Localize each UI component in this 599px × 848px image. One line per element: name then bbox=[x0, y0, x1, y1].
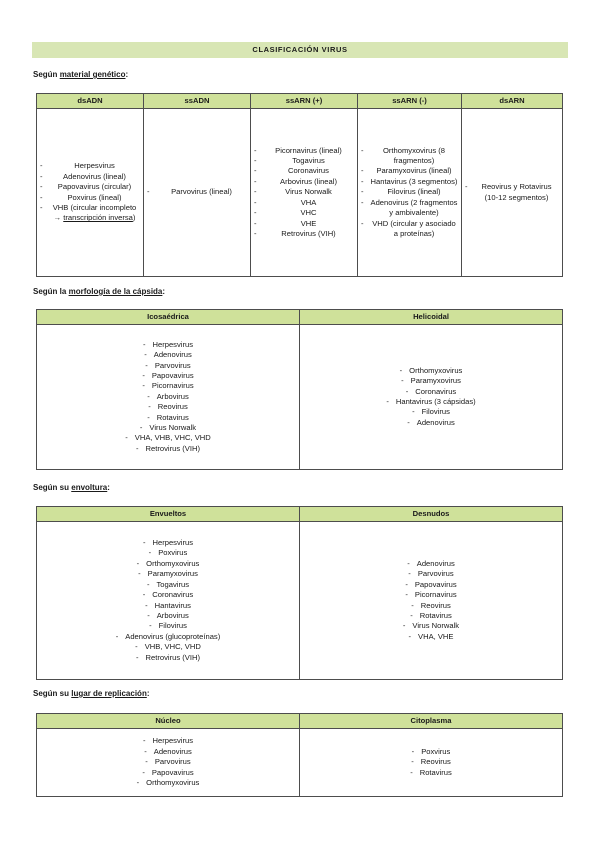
list-item: - Arbovirus bbox=[40, 611, 296, 621]
list-item: - Filovirus bbox=[303, 407, 559, 417]
list-item: - VHA, VHE bbox=[303, 632, 559, 642]
list-item: - Parvovirus bbox=[303, 569, 559, 579]
list-item: - Hantavirus (3 cápsidas) bbox=[303, 397, 559, 407]
cell-ssarn-neg bbox=[358, 109, 462, 277]
link-transcripcion-inversa[interactable]: transcripción inversa bbox=[63, 213, 133, 223]
cell-helicoidal bbox=[300, 325, 563, 470]
list-item: - Adenovirus bbox=[40, 350, 296, 360]
header-citoplasma: Citoplasma bbox=[300, 714, 563, 729]
section-heading-capsid: Según la morfología de la cápsida: bbox=[33, 287, 166, 296]
list-ssarn-pos bbox=[254, 146, 354, 240]
list-envueltos bbox=[40, 538, 296, 663]
list-item: - Papovavirus bbox=[303, 580, 559, 590]
list-dsadn bbox=[40, 161, 140, 223]
list-item: - Adenovirus (glucoproteínas) bbox=[40, 632, 296, 642]
list-desnudos bbox=[303, 559, 559, 642]
header-helicoidal: Helicoidal bbox=[300, 310, 563, 325]
cell-ssadn bbox=[144, 109, 251, 277]
list-item: - VHC bbox=[254, 208, 354, 218]
header-ssadn: ssADN bbox=[144, 94, 251, 109]
list-item: - Papovavirus (circular) bbox=[40, 182, 140, 192]
cell-ssarn-pos bbox=[251, 109, 358, 277]
cell-dsarn bbox=[462, 109, 563, 277]
header-ssarn-neg: ssARN (-) bbox=[358, 94, 462, 109]
section-heading-replication: Según su lugar de replicación: bbox=[33, 689, 150, 698]
cell-envueltos bbox=[37, 522, 300, 680]
table-replication bbox=[36, 713, 563, 797]
list-ssadn bbox=[147, 187, 247, 197]
list-helicoidal bbox=[303, 366, 559, 428]
list-item: - Filovirus (lineal) bbox=[361, 187, 458, 197]
list-icosaedrica bbox=[40, 340, 296, 454]
list-item: - Retrovirus (VIH) bbox=[254, 229, 354, 239]
list-item: - Reovirus bbox=[303, 601, 559, 611]
list-item: - Virus Norwalk bbox=[303, 621, 559, 631]
list-item: - Poxvirus bbox=[40, 548, 296, 558]
list-item: - Coronavirus bbox=[303, 387, 559, 397]
cell-citoplasma bbox=[300, 729, 563, 797]
list-item: - Orthomyxovirus bbox=[303, 366, 559, 376]
cell-desnudos bbox=[300, 522, 563, 680]
header-icosaedrica: Icosaédrica bbox=[37, 310, 300, 325]
list-item: - Togavirus bbox=[254, 156, 354, 166]
list-item: - Poxvirus (lineal) bbox=[40, 193, 140, 203]
list-item: - Paramyxovirus bbox=[303, 376, 559, 386]
list-item: - Virus Norwalk bbox=[40, 423, 296, 433]
list-item: - Picornavirus bbox=[40, 381, 296, 391]
list-item: - Rotavirus bbox=[303, 768, 559, 778]
list-item: - Adenovirus bbox=[303, 418, 559, 428]
list-item: - Adenovirus bbox=[303, 559, 559, 569]
list-item: - Reovirus bbox=[40, 402, 296, 412]
list-item: - Picornavirus (lineal) bbox=[254, 146, 354, 156]
list-item: - Hantavirus (3 segmentos) bbox=[361, 177, 458, 187]
list-item: - Adenovirus (lineal) bbox=[40, 172, 140, 182]
list-item: - Hantavirus bbox=[40, 601, 296, 611]
list-item: - Parvovirus bbox=[40, 757, 296, 767]
header-dsadn: dsADN bbox=[37, 94, 144, 109]
list-dsarn bbox=[465, 182, 559, 203]
list-ssarn-neg bbox=[361, 146, 458, 240]
list-item: - Adenovirus bbox=[40, 747, 296, 757]
list-item: - Parvovirus (lineal) bbox=[147, 187, 247, 197]
list-item: - Coronavirus bbox=[40, 590, 296, 600]
page-title: CLASIFICACIÓN VIRUS bbox=[32, 42, 568, 58]
cell-dsadn bbox=[37, 109, 144, 277]
list-item: - Arbovirus bbox=[40, 392, 296, 402]
list-item: - VHB, VHC, VHD bbox=[40, 642, 296, 652]
list-item: - Orthomyxovirus bbox=[40, 778, 296, 788]
list-item: - Togavirus bbox=[40, 580, 296, 590]
list-item: - VHA, VHB, VHC, VHD bbox=[40, 433, 296, 443]
list-item: - Picornavirus bbox=[303, 590, 559, 600]
list-item: - Retrovirus (VIH) bbox=[40, 653, 296, 663]
section-heading-material: Según material genético: bbox=[33, 70, 129, 79]
list-item: - Filovirus bbox=[40, 621, 296, 631]
list-item: - Rotavirus bbox=[303, 611, 559, 621]
list-item: - Reovirus y Rotavirus (10-12 segmentos) bbox=[465, 182, 559, 203]
list-item: - Retrovirus (VIH) bbox=[40, 444, 296, 454]
cell-nucleo bbox=[37, 729, 300, 797]
list-item: - Parvovirus bbox=[40, 361, 296, 371]
list-nucleo bbox=[40, 736, 296, 788]
list-item: - Paramyxovirus bbox=[40, 569, 296, 579]
header-envueltos: Envueltos bbox=[37, 507, 300, 522]
header-desnudos: Desnudos bbox=[300, 507, 563, 522]
list-item: - Orthomyxovirus bbox=[40, 559, 296, 569]
list-item: - Poxvirus bbox=[303, 747, 559, 757]
table-capsid bbox=[36, 309, 563, 470]
list-item: - Coronavirus bbox=[254, 166, 354, 176]
list-item-vhb: - VHB (circular incompleto → transcripción inversa) bbox=[40, 203, 140, 224]
list-item: - Orthomyxovirus (8 fragmentos) bbox=[361, 146, 458, 167]
list-item: - Arbovirus (lineal) bbox=[254, 177, 354, 187]
header-nucleo: Núcleo bbox=[37, 714, 300, 729]
list-item: - Herpesvirus bbox=[40, 538, 296, 548]
list-item: - Papovavirus bbox=[40, 371, 296, 381]
list-item: - Paramyxovirus (lineal) bbox=[361, 166, 458, 176]
list-item: - Papovavirus bbox=[40, 768, 296, 778]
cell-icosaedrica bbox=[37, 325, 300, 470]
list-item: - VHE bbox=[254, 219, 354, 229]
list-item: - Herpesvirus bbox=[40, 340, 296, 350]
table-material-genetico bbox=[36, 93, 563, 277]
list-item: - VHD (circular y asociado a proteínas) bbox=[361, 219, 458, 240]
list-item: - Adenovirus (2 fragmentos y ambivalente) bbox=[361, 198, 458, 219]
list-item: - VHA bbox=[254, 198, 354, 208]
header-ssarn-pos: ssARN (+) bbox=[251, 94, 358, 109]
header-dsarn: dsARN bbox=[462, 94, 563, 109]
table-envelope bbox=[36, 506, 563, 680]
list-item: - Herpesvirus bbox=[40, 736, 296, 746]
list-item: - Herpesvirus bbox=[40, 161, 140, 171]
list-item: - Virus Norwalk bbox=[254, 187, 354, 197]
list-item: - Rotavirus bbox=[40, 413, 296, 423]
section-heading-envelope: Según su envoltura: bbox=[33, 483, 110, 492]
list-item: - Reovirus bbox=[303, 757, 559, 767]
list-citoplasma bbox=[303, 747, 559, 778]
